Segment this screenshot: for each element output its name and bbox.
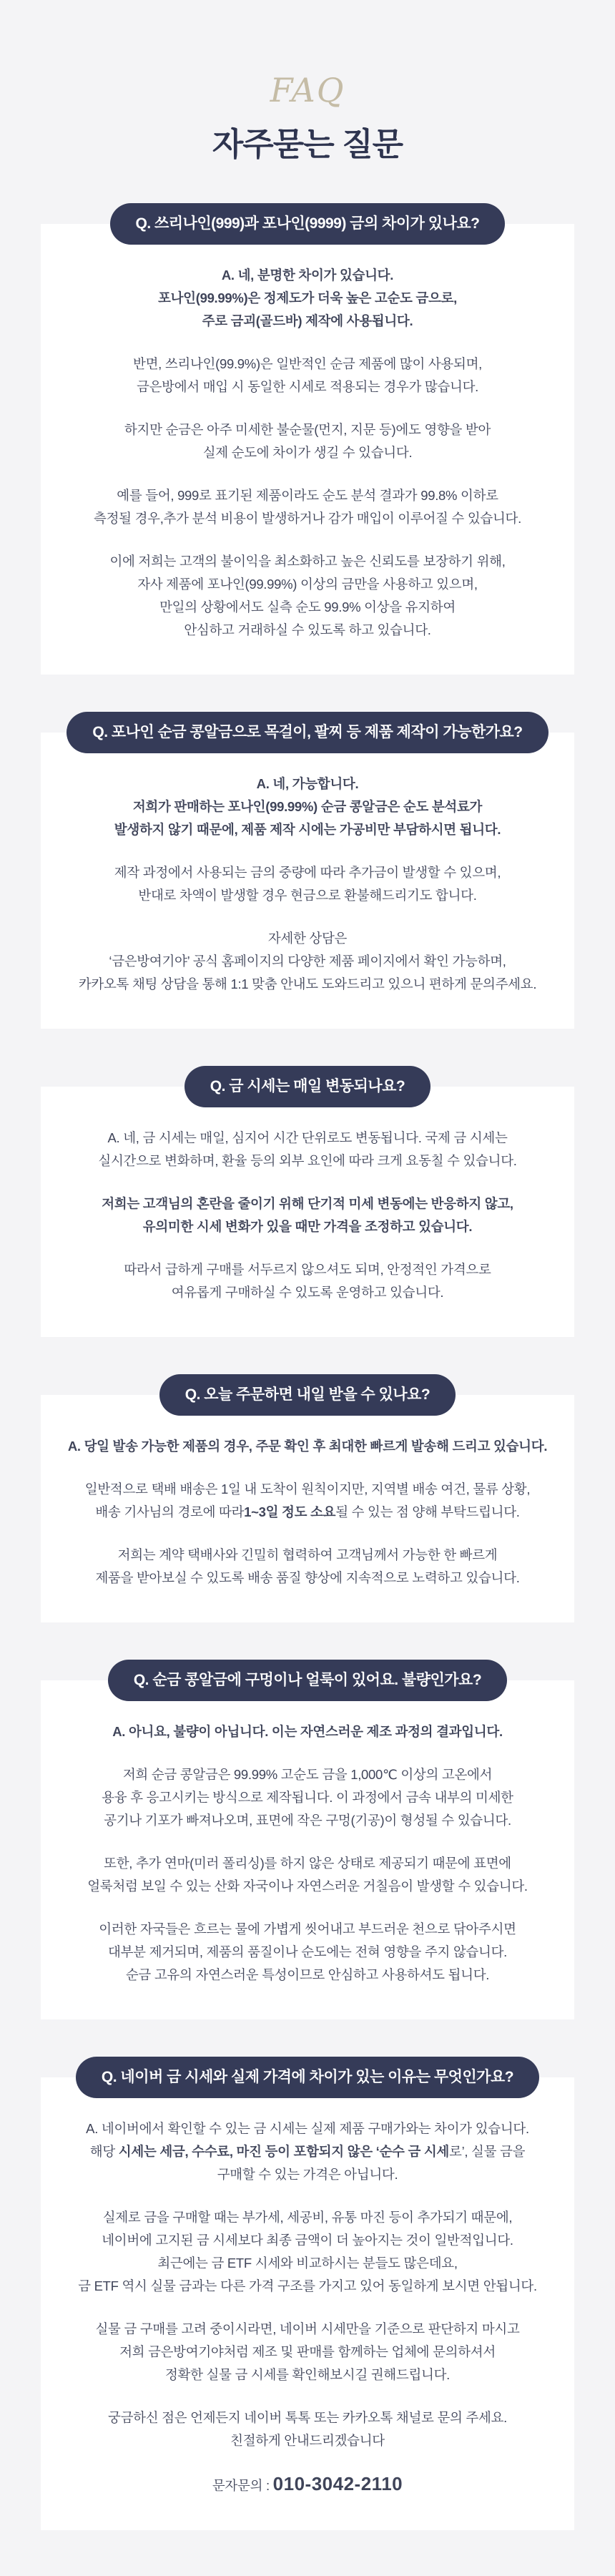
answer-line [61, 1258, 554, 1281]
answer-line [61, 818, 554, 841]
page-title: 자주묻는 질문 [212, 126, 403, 162]
answer-line [61, 573, 554, 596]
text-segment: 시세는 세금, 수수료, 마진 등이 포함되지 않은 ‘순수 금 시세 [118, 2144, 449, 2159]
text-segment: 네이버에 고지된 금 시세보다 최종 금액이 더 높아지는 것이 일반적입니다. [102, 2233, 513, 2248]
text-segment: 저희가 판매하는 포나인(99.99%) 순금 콩알금은 순도 분석료가 [132, 799, 483, 814]
text-segment: A. 네, 가능합니다. [256, 776, 359, 791]
answer-line [61, 1875, 554, 1898]
text-segment: A. 네이버에서 확인할 수 있는 금 시세는 실제 제품 구매가와는 차이가 있습니다. [86, 2121, 529, 2136]
answer-card [41, 1087, 574, 1337]
answer-card [41, 2077, 574, 2530]
answer-line [61, 2252, 554, 2275]
text-segment: 당일 발송 가능한 제품의 경우, 주문 확인 후 최대한 빠르게 발송해 드리고 있습니다. [84, 1439, 548, 1454]
text-segment: 최근에는 금 ETF 시세와 비교하시는 분들도 많은데요, [157, 2256, 458, 2271]
question-text: Q. 쓰리나인(999)과 포나인(9999) 금의 차이가 있나요? [135, 215, 480, 232]
text-segment: 순금 고유의 자연스러운 특성이므로 안심하고 사용하셔도 됩니다. [125, 1967, 490, 1982]
answer-paragraph [61, 550, 554, 642]
answer-line [61, 2318, 554, 2341]
text-segment: 구매할 수 있는 가격은 아닙니다. [217, 2167, 398, 2182]
text-segment: 궁금하신 점은 언제든지 네이버 톡톡 또는 카카오톡 채널로 문의 주세요. [108, 2410, 507, 2425]
answer-card [41, 224, 574, 675]
text-segment: 금 ETF 역시 실물 금과는 다른 가격 구조를 가지고 있어 동일하게 보시면 안됩니다. [78, 2278, 537, 2293]
answer-line [61, 619, 554, 642]
answer-line [61, 2229, 554, 2252]
answer-line [61, 2341, 554, 2364]
answer-line [61, 1941, 554, 1964]
answer-line [61, 1501, 554, 1524]
answer-paragraph [61, 773, 554, 841]
text-segment: 발생하지 않기 때문에, 제품 제작 시에는 가공비만 부담하시면 됩니다. [114, 822, 501, 837]
faq-eyebrow: FAQ [270, 71, 345, 109]
answer-paragraph [61, 1852, 554, 1898]
text-segment: 일반적으로 택배 배송은 1일 내 도착이 원칙이지만, 지역별 배송 여건, 물류 상황, [84, 1482, 531, 1497]
answer-paragraph [61, 264, 554, 333]
text-segment: 실제 순도에 차이가 생길 수 있습니다. [202, 445, 413, 460]
text-segment: 배송 기사님의 경로에 따라 [95, 1504, 245, 1519]
page-header [0, 0, 615, 163]
text-segment: 이러한 자국들은 흐르는 물에 가볍게 씻어내고 부드러운 천으로 닦아주시면 [99, 1921, 516, 1936]
text-segment: 1~3일 정도 소요 [244, 1504, 336, 1519]
text-segment: 정확한 실물 금 시세를 확인해보시길 권해드립니다. [164, 2367, 451, 2382]
answer-paragraph [61, 861, 554, 907]
text-segment: 만일의 상황에서도 실측 순도 99.9% 이상을 유지하여 [159, 599, 456, 614]
answer-line [61, 264, 554, 287]
question-pill [110, 203, 506, 245]
faq-section-1 [41, 203, 574, 675]
answer-line [61, 1720, 554, 1743]
answer-line [61, 1809, 554, 1832]
answer-line [61, 418, 554, 441]
text-segment: 문자문의 : [212, 2478, 273, 2493]
question-pill [108, 1660, 507, 1701]
question-text: Q. 금 시세는 매일 변동되나요? [210, 1078, 405, 1094]
answer-line [61, 1127, 554, 1150]
text-segment: 또한, 추가 연마(미러 폴리싱)를 하지 않은 상태로 제공되기 때문에 표면에 [104, 1856, 511, 1871]
text-segment: A. 네, 분명한 차이가 있습니다. [221, 268, 394, 283]
faq-section-6 [41, 2057, 574, 2530]
answer-line [61, 2429, 554, 2452]
answer-line [61, 1763, 554, 1786]
answer-paragraph [61, 2406, 554, 2452]
answer-paragraph [61, 1258, 554, 1304]
answer-line [61, 1852, 554, 1875]
answer-line [61, 1150, 554, 1172]
text-segment: 공기나 기포가 빠져나오며, 표면에 작은 구멍(기공)이 형성될 수 있습니다. [104, 1813, 511, 1828]
answer-paragraph [61, 1192, 554, 1238]
text-segment: 하지만 순금은 아주 미세한 불순물(먼지, 지문 등)에도 영향을 받아 [124, 422, 491, 437]
answer-line [61, 1435, 554, 1458]
answer-line [61, 1964, 554, 1987]
text-segment: ‘금은방여기야’ 공식 홈페이지의 다양한 제품 페이지에서 확인 가능하며, [109, 954, 506, 969]
text-segment: 자세한 상담은 [267, 931, 348, 946]
text-segment: A. 아니요, 불량이 아닙니다. 이는 자연스러운 제조 과정의 결과입니다. [112, 1724, 503, 1739]
answer-paragraph [61, 1763, 554, 1832]
text-segment: 실제로 금을 구매할 때는 부가세, 세공비, 유통 마진 등이 추가되기 때문에, [102, 2210, 513, 2225]
text-segment: A. 네, 금 시세는 매일, 심지어 시간 단위로도 변동됩니다. 국제 금 시세는 [107, 1130, 508, 1145]
text-segment: 카카오톡 채팅 상담을 통해 1:1 맞춤 안내도 도와드리고 있으니 편하게 문의주세요. [78, 976, 537, 991]
question-text: Q. 네이버 금 시세와 실제 가격에 차이가 있는 이유는 무엇인가요? [101, 2069, 514, 2085]
text-segment: 안심하고 거래하실 수 있도록 하고 있습니다. [184, 622, 431, 637]
text-segment: 유의미한 시세 변화가 있을 때만 가격을 조정하고 있습니다. [142, 1219, 473, 1234]
question-pill [76, 2057, 539, 2098]
text-segment: 따라서 급하게 구매를 서두르지 않으셔도 되며, 안정적인 가격으로 [124, 1262, 491, 1277]
answer-paragraph [61, 484, 554, 530]
answer-card [41, 733, 574, 1029]
question-text: Q. 순금 콩알금에 구멍이나 얼룩이 있어요. 불량인가요? [133, 1672, 482, 1688]
answer-line [61, 1786, 554, 1809]
faq-section-5 [41, 1660, 574, 2019]
text-segment: 예를 들어, 999로 표기된 제품이라도 순도 분석 결과가 99.8% 이하로 [117, 488, 498, 503]
text-segment: 해당 [89, 2144, 119, 2159]
answer-paragraph [61, 927, 554, 996]
answer-line [61, 884, 554, 907]
answer-line [61, 484, 554, 507]
answer-line [61, 950, 554, 973]
text-segment: 얼룩처럼 보일 수 있는 산화 자국이나 자연스러운 거칠음이 발생할 수 있습니다. [87, 1879, 528, 1894]
answer-line [61, 441, 554, 464]
text-segment: 될 수 있는 점 양해 부탁드립니다. [335, 1504, 520, 1519]
text-segment: 이에 저희는 고객의 불이익을 최소화하고 높은 신뢰도를 보장하기 위해, [109, 554, 506, 569]
answer-line [61, 927, 554, 950]
answer-paragraph [61, 2318, 554, 2386]
answer-line [61, 1918, 554, 1941]
answer-paragraph [61, 1435, 554, 1458]
text-segment: 반대로 차액이 발생할 경우 현금으로 환불해드리기도 합니다. [138, 888, 477, 903]
phone-number: 010-3042-2110 [272, 2473, 403, 2494]
text-segment: 금은방에서 매입 시 동일한 시세로 적용되는 경우가 많습니다. [137, 379, 478, 394]
answer-line [61, 973, 554, 996]
text-segment: 용융 후 응고시키는 방식으로 제작됩니다. 이 과정에서 금속 내부의 미세한 [102, 1790, 513, 1805]
answer-line [61, 1281, 554, 1304]
text-segment: 제작 과정에서 사용되는 금의 중량에 따라 추가금이 발생할 수 있으며, [114, 865, 501, 880]
answer-line [61, 2364, 554, 2386]
answer-paragraph [61, 1720, 554, 1743]
text-segment: 로’, 실물 금을 [449, 2144, 526, 2159]
text-segment: 저희는 고객님의 혼란을 줄이기 위해 단기적 미세 변동에는 반응하지 않고, [102, 1196, 513, 1211]
question-pill [159, 1374, 456, 1416]
answer-line [61, 1544, 554, 1567]
answer-card [41, 1395, 574, 1622]
answer-paragraph [61, 1127, 554, 1172]
answer-line [61, 2472, 554, 2497]
text-segment: 실물 금 구매를 고려 중이시라면, 네이버 시세만을 기준으로 판단하지 마시고 [95, 2321, 520, 2336]
answer-paragraph [61, 1918, 554, 1987]
text-segment: 실시간으로 변화하며, 환율 등의 외부 요인에 따라 크게 요동칠 수 있습니다. [98, 1153, 517, 1168]
text-segment: 여유롭게 구매하실 수 있도록 운영하고 있습니다. [171, 1285, 444, 1300]
answer-line [61, 287, 554, 310]
faq-sections [41, 203, 574, 2530]
text-segment: 주로 금괴(골드바) 제작에 사용됩니다. [202, 313, 413, 328]
answer-paragraph [61, 353, 554, 398]
answer-paragraph [61, 1544, 554, 1590]
answer-line [61, 795, 554, 818]
text-segment: 측정될 경우,추가 분석 비용이 발생하거나 감가 매입이 이루어질 수 있습니다. [94, 511, 521, 526]
answer-line [61, 376, 554, 398]
faq-section-3 [41, 1066, 574, 1337]
answer-card [41, 1680, 574, 2019]
text-segment: 저희는 계약 택배사와 긴밀히 협력하여 고객님께서 가능한 한 빠르게 [117, 1547, 498, 1562]
text-segment: 자사 제품에 포나인(99.99%) 이상의 금만을 사용하고 있으며, [137, 577, 478, 592]
faq-section-4 [41, 1374, 574, 1622]
question-pill [184, 1066, 431, 1107]
answer-line [61, 2117, 554, 2140]
answer-line [61, 773, 554, 795]
text-segment: 제품을 받아보실 수 있도록 배송 품질 향상에 지속적으로 노력하고 있습니다. [95, 1570, 520, 1585]
faq-section-2 [41, 712, 574, 1029]
answer-line [61, 596, 554, 619]
answer-line [61, 2163, 554, 2186]
answer-line [61, 1567, 554, 1590]
answer-line [61, 550, 554, 573]
answer-line [61, 2406, 554, 2429]
answer-line [61, 507, 554, 530]
text-segment: 친절하게 안내드리겠습니다 [230, 2433, 385, 2448]
answer-line [61, 861, 554, 884]
answer-line [61, 310, 554, 333]
answer-line [61, 2206, 554, 2229]
answer-paragraph [61, 2117, 554, 2186]
question-text: Q. 오늘 주문하면 내일 받을 수 있나요? [184, 1386, 431, 1403]
text-segment: A. [67, 1439, 84, 1454]
answer-line [61, 2140, 554, 2163]
answer-line [61, 1478, 554, 1501]
answer-paragraph [61, 418, 554, 464]
answer-paragraph [61, 2472, 554, 2497]
answer-paragraph [61, 1478, 554, 1524]
text-segment: 반면, 쓰리나인(99.9%)은 일반적인 순금 제품에 많이 사용되며, [133, 356, 482, 371]
text-segment: 저희 순금 콩알금은 99.99% 고순도 금을 1,000℃ 이상의 고온에서 [122, 1767, 493, 1782]
text-segment: 대부분 제거되며, 제품의 품질이나 순도에는 전혀 영향을 주지 않습니다. [108, 1944, 507, 1959]
question-pill [67, 712, 548, 753]
answer-line [61, 1215, 554, 1238]
answer-line [61, 1192, 554, 1215]
answer-line [61, 2275, 554, 2298]
question-text: Q. 포나인 순금 콩알금으로 목걸이, 팔찌 등 제품 제작이 가능한가요? [92, 724, 523, 740]
text-segment: 포나인(99.99%)은 정제도가 더욱 높은 고순도 금으로, [158, 290, 457, 305]
answer-line [61, 353, 554, 376]
text-segment: 저희 금은방여기야처럼 제조 및 판매를 함께하는 업체에 문의하셔서 [119, 2344, 496, 2359]
answer-paragraph [61, 2206, 554, 2298]
